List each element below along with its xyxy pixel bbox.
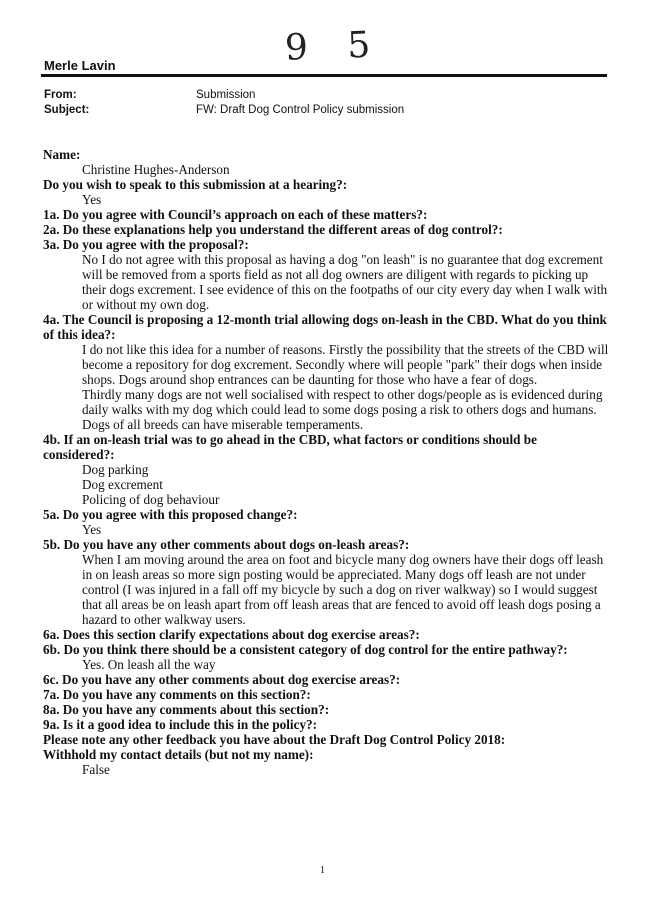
question-17: Withhold my contact details (but not my name): [43,747,314,762]
answer-8-1: Yes [82,522,102,537]
handwritten-page-number: 9 5 [284,24,385,69]
answer-2-1: Yes [82,192,102,207]
from-row [44,88,404,103]
answer-6-1: I do not like this idea for a number of reasons. Firstly the possibility that the streets of the CBD will become a repository for dog excrement. Secondly where will people "park" their dogs when inside shops. Dogs around shop entrances can be daunting for those who have a fear of dogs. [82,342,609,387]
question-4: 2a. Do these explanations help you understand the different areas of dog control?: [43,222,503,237]
question-7: 4b. If an on-leash trial was to go ahead in the CBD, what factors or conditions should be considered?: [43,432,537,462]
question-11: 6b. Do you think there should be a consistent category of dog control for the entire pathway?: [43,642,568,657]
question-13: 7a. Do you have any comments on this section?: [43,687,311,702]
email-meta [44,88,404,118]
page-number: 1 [320,865,325,876]
question-6: 4a. The Council is proposing a 12-month trial allowing dogs on-leash in the CBD. What do you think of this idea?: [43,312,607,342]
question-1: Name: [43,147,81,162]
header-rule [41,74,607,77]
question-10: 6a. Does this section clarify expectations about dog exercise areas?: [43,627,420,642]
answer-1-1: Christine Hughes-Anderson [82,162,230,177]
answer-11-1: Yes. On leash all the way [82,657,216,672]
question-12: 6c. Do you have any other comments about dog exercise areas?: [43,672,401,687]
answer-6-3: Dogs of all breeds can have miserable temperaments. [82,417,364,432]
submission-body [43,147,609,777]
subject-row [44,103,404,118]
subject-label: Subject: [44,104,90,116]
answer-7-2: Dog excrement [82,477,163,492]
author-name: Merle Lavin [44,58,116,73]
answer-7-3: Policing of dog behaviour [82,492,220,507]
subject-value: FW: Draft Dog Control Policy submission [196,104,405,116]
answer-9-1: When I am moving around the area on foot and bicycle many dog owners have their dogs off leash in on leash areas so more sign posting would be appreciated. Many dogs off leash are not under control (I was injured in a fall off my bicycle by such a dog on river walkway) so I would suggest that all areas be on leash apart from off leash areas that are fenced to avoid off leash dogs posing a hazard to other walkway users. [82,552,604,627]
question-5: 3a. Do you agree with the proposal?: [43,237,249,252]
from-value: Submission [196,89,256,101]
question-15: 9a. Is it a good idea to include this in the policy?: [43,717,318,732]
answer-17-1: False [82,762,110,777]
question-3: 1a. Do you agree with Council’s approach on each of these matters?: [43,207,428,222]
answer-7-1: Dog parking [82,462,149,477]
question-8: 5a. Do you agree with this proposed change?: [43,507,298,522]
question-2: Do you wish to speak to this submission at a hearing?: [43,177,348,192]
question-16: Please note any other feedback you have about the Draft Dog Control Policy 2018: [43,732,506,747]
question-9: 5b. Do you have any other comments about dogs on-leash areas?: [43,537,410,552]
answer-6-2: Thirdly many dogs are not well socialised with respect to other dogs/people as is evidenced during daily walks with my dog which could lead to some dogs posing a risk to others dogs and humans. [82,387,603,417]
answer-5-1: No I do not agree with this proposal as having a dog "on leash" is no guarantee that dog excrement will be removed from a sports field as not all dog owners are diligent with regards to picking up their dogs excrement. I see evidence of this on the footpaths of our city every day when I walk with or without my own dog. [82,252,608,312]
from-label: From: [44,89,77,101]
question-14: 8a. Do you have any comments about this section?: [43,702,330,717]
